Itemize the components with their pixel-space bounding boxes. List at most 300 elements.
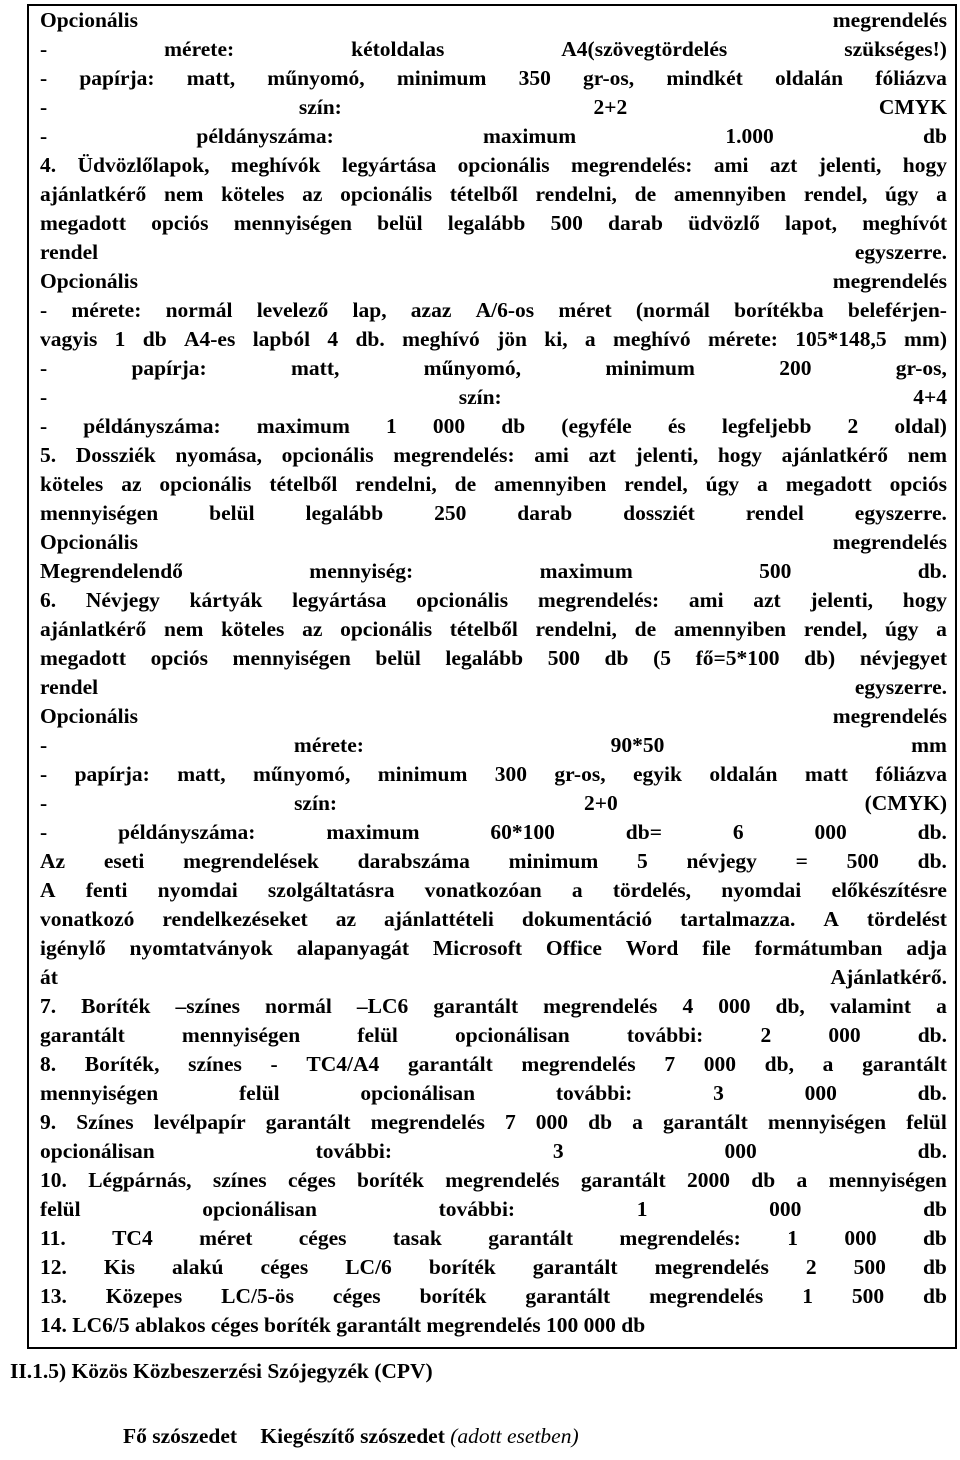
- word: mérete:: [293, 733, 364, 757]
- word: további:: [626, 1023, 704, 1047]
- word: a: [584, 327, 596, 351]
- word: szükséges!): [844, 37, 947, 61]
- word: garantált: [862, 1052, 947, 1076]
- word: az: [335, 907, 356, 931]
- word: 12.: [40, 1255, 67, 1279]
- word: 500: [759, 559, 792, 583]
- word: -: [40, 820, 48, 844]
- word: vonatkozóan: [424, 878, 542, 902]
- word: db: [922, 1226, 947, 1250]
- word: mennyiségen: [232, 646, 351, 670]
- word: 4: [327, 327, 339, 351]
- word: opcionálisan: [455, 1023, 570, 1047]
- word: legyártása: [292, 588, 387, 612]
- word: oldal): [894, 414, 947, 438]
- word: tételből: [269, 472, 338, 496]
- word: tételből: [449, 182, 518, 206]
- word: Színes: [76, 1110, 134, 1134]
- text-line: [40, 905, 947, 934]
- word: a: [796, 1168, 808, 1192]
- text-line: [40, 1050, 947, 1079]
- text-line: [40, 644, 947, 673]
- cpv-vocabulary-row: [123, 1422, 579, 1451]
- word: az: [121, 472, 142, 496]
- word: maximum: [256, 414, 350, 438]
- word: matt,: [177, 762, 226, 786]
- text-line: [40, 673, 947, 702]
- word: ami: [534, 443, 569, 467]
- word: műnyomó,: [253, 762, 351, 786]
- word: opcionális: [281, 443, 374, 467]
- word: LC/6: [345, 1255, 392, 1279]
- word: megrendelés: [426, 1313, 541, 1337]
- word: mennyiségen: [181, 1023, 301, 1047]
- text-line: [40, 470, 947, 499]
- word: levelező: [256, 298, 329, 322]
- word: garantált: [433, 994, 519, 1018]
- word: mennyiségen: [828, 1168, 947, 1192]
- word: db.: [917, 849, 947, 873]
- word: maximum: [483, 124, 577, 148]
- word: fóliázva: [875, 66, 947, 90]
- word: opcionálisan: [40, 1139, 155, 1163]
- word: az: [302, 182, 323, 206]
- supplementary-vocabulary-label: Kiegészítő szószedet: [260, 1424, 445, 1448]
- word: nem: [163, 617, 204, 641]
- word: 500: [853, 1255, 886, 1279]
- text-line: [40, 1224, 947, 1253]
- text-line: [40, 180, 947, 209]
- word: db.: [917, 1081, 947, 1105]
- word: 2: [805, 1255, 817, 1279]
- word: 000: [814, 820, 847, 844]
- word: A4(szövegtördelés: [561, 37, 728, 61]
- word: ablakos: [134, 1313, 206, 1337]
- word: opciós: [150, 646, 208, 670]
- word: 6.: [40, 588, 57, 612]
- word: amennyiben: [494, 472, 607, 496]
- text-line: [40, 499, 947, 528]
- word: belül: [377, 211, 423, 235]
- word: papírja:: [74, 762, 150, 786]
- word: 9.: [40, 1110, 57, 1134]
- word: nyomása,: [175, 443, 262, 467]
- word: db: [142, 327, 167, 351]
- word: Opcionális: [40, 704, 138, 728]
- word: alapanyagát: [296, 936, 410, 960]
- word: megrendelés: [445, 1168, 560, 1192]
- word: 200: [779, 356, 812, 380]
- word: db: [923, 1284, 947, 1308]
- word: Opcionális: [40, 530, 138, 554]
- word: -: [40, 356, 48, 380]
- word: köteles: [40, 472, 104, 496]
- word: Opcionális: [40, 269, 138, 293]
- word: azt: [753, 588, 781, 612]
- word: megrendelés: [832, 530, 947, 554]
- word: CMYK: [878, 95, 947, 119]
- word: beleférjen-: [847, 298, 947, 322]
- word: tördelés,: [612, 878, 692, 902]
- word: köteles: [221, 617, 285, 641]
- word: egyik: [632, 762, 682, 786]
- word: tasak: [392, 1226, 442, 1250]
- word: rendel,: [803, 617, 868, 641]
- word: további:: [315, 1139, 393, 1163]
- word: mennyiségen: [40, 1081, 159, 1105]
- word: Légpárnás,: [88, 1168, 192, 1192]
- word: névjegyet: [859, 646, 947, 670]
- word: normál: [165, 298, 233, 322]
- word: mennyiség:: [309, 559, 414, 583]
- text-line: [40, 847, 947, 876]
- word: db.: [355, 327, 385, 351]
- word: céges: [332, 1284, 381, 1308]
- word: mennyiségen: [767, 1110, 887, 1134]
- word: 000: [804, 1081, 837, 1105]
- word: garantált: [532, 1255, 618, 1279]
- text-line: [40, 412, 947, 441]
- word: garantált: [580, 1168, 666, 1192]
- word: lapból: [252, 327, 311, 351]
- word: példányszáma:: [118, 820, 256, 844]
- word: 7: [504, 1110, 516, 1134]
- word: –színes: [175, 994, 240, 1018]
- word: rendel: [745, 501, 804, 525]
- text-line: [40, 122, 947, 151]
- word: LC6/5: [72, 1313, 130, 1337]
- word: opciós: [151, 211, 209, 235]
- word: opcionális: [416, 588, 509, 612]
- word: műnyomó,: [267, 66, 365, 90]
- text-line: [40, 818, 947, 847]
- word: felül: [40, 1197, 81, 1221]
- word: 1: [787, 1226, 798, 1250]
- word: valamint: [829, 994, 912, 1018]
- word: matt,: [186, 66, 236, 90]
- word: jön: [497, 327, 527, 351]
- word: méret: [558, 298, 612, 322]
- word: mennyiségen: [233, 211, 352, 235]
- word: file: [702, 936, 731, 960]
- word: boríték: [357, 1168, 424, 1192]
- word: darab: [517, 501, 573, 525]
- word: (CMYK): [864, 791, 947, 815]
- word: előkészítésre: [831, 878, 947, 902]
- word: 5: [636, 849, 648, 873]
- word: de: [634, 182, 657, 206]
- text-line: [40, 1137, 947, 1166]
- word: Boríték,: [84, 1052, 160, 1076]
- word: 1.000: [725, 124, 774, 148]
- word: db): [804, 646, 836, 670]
- word: Boríték: [81, 994, 151, 1018]
- word: papírja:: [79, 66, 155, 90]
- word: TC4/A4: [306, 1052, 380, 1076]
- text-line: [40, 1166, 947, 1195]
- word: legyártása: [341, 153, 437, 177]
- word: megrendelés: [832, 704, 947, 728]
- word: köteles: [221, 182, 285, 206]
- text-line: [40, 731, 947, 760]
- word: szín:: [458, 385, 502, 409]
- text-line: [40, 325, 947, 354]
- word: A: [40, 878, 56, 902]
- word: opciós: [889, 472, 947, 496]
- text-line: [40, 64, 947, 93]
- word: Megrendelendő: [40, 559, 183, 583]
- word: Word: [625, 936, 679, 960]
- text-line: [40, 876, 947, 905]
- word: úgy: [705, 472, 740, 496]
- word: opcionálisan: [202, 1197, 317, 1221]
- word: 2: [760, 1023, 772, 1047]
- word: minimum: [605, 356, 695, 380]
- word: 4.: [40, 153, 57, 177]
- word: -: [40, 95, 48, 119]
- cpv-section-title: II.1.5) Közös Közbeszerzési Szójegyzék (CPV): [10, 1359, 433, 1383]
- word: kétoldalas: [351, 37, 445, 61]
- word: rendelni,: [535, 617, 617, 641]
- word: megrendelés: [370, 1110, 485, 1134]
- word: db: [501, 414, 526, 438]
- word: tördelést: [866, 907, 947, 931]
- word: a: [571, 878, 583, 902]
- text-line: [40, 615, 947, 644]
- word: 3: [713, 1081, 724, 1105]
- word: Üdvözlőlapok,: [77, 153, 210, 177]
- word: megrendelés: [521, 1052, 636, 1076]
- word: garantált: [525, 1284, 611, 1308]
- word: -: [40, 66, 48, 90]
- word: nyomdai: [157, 878, 238, 902]
- text-line: [40, 93, 947, 122]
- word: felül: [239, 1081, 280, 1105]
- text-line: [40, 789, 947, 818]
- word: garantált: [407, 1052, 493, 1076]
- word: 350: [518, 66, 551, 90]
- word: megrendelés: [832, 8, 947, 32]
- word: vagyis: [40, 327, 98, 351]
- document-body: [40, 6, 947, 1340]
- word: 100: [546, 1313, 579, 1337]
- word: át: [40, 965, 58, 989]
- word: 2000: [686, 1168, 730, 1192]
- word: megrendelés: [832, 269, 947, 293]
- word: 500: [550, 211, 583, 235]
- word: céges: [210, 1313, 259, 1337]
- word: hogy: [902, 153, 947, 177]
- text-line: [40, 760, 947, 789]
- word: úgy: [885, 182, 919, 206]
- word: 000: [583, 1313, 616, 1337]
- text-line: [40, 557, 947, 586]
- text-line: [40, 151, 947, 180]
- word: 1: [802, 1284, 813, 1308]
- word: mm: [911, 733, 947, 757]
- word: opcionális: [159, 472, 252, 496]
- word: meghívót: [862, 211, 947, 235]
- word: rendel,: [624, 472, 688, 496]
- word: 000: [535, 1110, 569, 1134]
- word: 6: [732, 820, 744, 844]
- word: céges: [298, 1226, 347, 1250]
- word: szín:: [294, 791, 338, 815]
- word: 000: [703, 1052, 736, 1076]
- word: nem: [907, 443, 947, 467]
- word: mennyiségen: [40, 501, 159, 525]
- word: opcionálisan: [360, 1081, 476, 1105]
- word: db,: [764, 1052, 794, 1076]
- word: 14.: [40, 1313, 67, 1337]
- word: céges: [260, 1255, 309, 1279]
- word: oldalán: [774, 66, 844, 90]
- word: adja: [906, 936, 947, 960]
- word: Office: [545, 936, 602, 960]
- main-vocabulary-label: Fő szószedet: [123, 1424, 238, 1448]
- word: eseti: [103, 849, 145, 873]
- word: példányszáma:: [83, 414, 221, 438]
- word: darab: [608, 211, 663, 235]
- word: rendelkezéseket: [162, 907, 308, 931]
- word: -: [40, 298, 48, 322]
- word: minimum: [396, 66, 487, 90]
- word: ami: [713, 153, 749, 177]
- word: ki,: [544, 327, 568, 351]
- word: rendelni,: [355, 472, 437, 496]
- word: db.: [917, 820, 947, 844]
- text-line: [40, 441, 947, 470]
- text-line: [40, 35, 947, 64]
- word: garantált: [40, 1023, 125, 1047]
- word: formátumban: [754, 936, 883, 960]
- word: 000: [844, 1226, 877, 1250]
- word: műnyomó,: [423, 356, 522, 380]
- word: a: [822, 1052, 834, 1076]
- word: -: [40, 385, 48, 409]
- word: ajánlatkérő: [781, 443, 888, 467]
- word: rendel,: [803, 182, 868, 206]
- word: borítékba: [734, 298, 824, 322]
- text-line: [40, 296, 947, 325]
- word: –LC6: [356, 994, 409, 1018]
- word: rendelni,: [535, 182, 617, 206]
- word: nem: [163, 182, 204, 206]
- word: mérete:: [71, 298, 142, 322]
- word: üdvözlő: [688, 211, 760, 235]
- word: nyomtatványok: [129, 936, 273, 960]
- text-line: [40, 354, 947, 383]
- word: 3: [552, 1139, 564, 1163]
- word: mérete:: [164, 37, 235, 61]
- text-line: [40, 963, 947, 992]
- word: amennyiben: [673, 617, 787, 641]
- word: matt,: [291, 356, 340, 380]
- word: 2+2: [593, 95, 628, 119]
- word: db: [604, 646, 629, 670]
- word: maximum: [326, 820, 420, 844]
- word: úgy: [885, 617, 919, 641]
- word: 000: [828, 1023, 861, 1047]
- word: hogy: [902, 588, 947, 612]
- word: mérete:: [707, 327, 778, 351]
- word: 7: [664, 1052, 676, 1076]
- word: rendel: [40, 675, 99, 699]
- word: a: [936, 994, 947, 1018]
- word: dokumentáció: [521, 907, 653, 931]
- word: és: [667, 414, 686, 438]
- word: opcionális: [340, 617, 433, 641]
- word: megrendelés:: [393, 443, 515, 467]
- word: megadott: [785, 472, 872, 496]
- word: legalább: [305, 501, 384, 525]
- word: 10.: [40, 1168, 67, 1192]
- word: megrendelés:: [571, 153, 693, 177]
- word: azt: [769, 153, 798, 177]
- text-line: [40, 267, 947, 296]
- word: megrendelés:: [537, 588, 660, 612]
- word: de: [634, 617, 657, 641]
- word: db.: [917, 1139, 947, 1163]
- word: oldalán: [709, 762, 778, 786]
- word: megrendelés:: [619, 1226, 741, 1250]
- word: jelenti,: [635, 443, 699, 467]
- word: normál: [265, 994, 332, 1018]
- word: 500: [547, 646, 580, 670]
- word: db: [923, 124, 947, 148]
- word: db: [751, 1168, 776, 1192]
- word: db: [922, 1255, 947, 1279]
- word: dossziét: [623, 501, 695, 525]
- supplementary-vocabulary-note: (adott esetben): [450, 1424, 579, 1448]
- word: db: [923, 1197, 947, 1221]
- word: -: [40, 414, 48, 438]
- word: céges: [287, 1168, 336, 1192]
- word: 11.: [40, 1226, 66, 1250]
- word: (5: [653, 646, 671, 670]
- word: matt: [804, 762, 848, 786]
- word: darabszáma: [357, 849, 470, 873]
- word: legfeljebb: [721, 414, 812, 438]
- word: db=: [625, 820, 662, 844]
- word: boríték: [419, 1284, 487, 1308]
- word: gr-os,: [583, 66, 635, 90]
- word: az: [302, 617, 323, 641]
- text-line: [40, 383, 947, 412]
- word: lap,: [352, 298, 387, 322]
- word: meghívó: [612, 327, 691, 351]
- word: ami: [688, 588, 724, 612]
- word: levélpapír: [153, 1110, 246, 1134]
- word: db.: [917, 559, 947, 583]
- word: színes: [188, 1052, 242, 1076]
- word: Közepes: [105, 1284, 183, 1308]
- text-line: [40, 1311, 947, 1340]
- word: 500: [851, 1284, 885, 1308]
- word: garantált: [265, 1110, 351, 1134]
- word: ajánlatkérő: [40, 182, 147, 206]
- word: legalább: [447, 211, 526, 235]
- word: 2: [847, 414, 859, 438]
- word: szín:: [298, 95, 342, 119]
- word: szolgáltatásra: [267, 878, 395, 902]
- word: belül: [209, 501, 255, 525]
- word: megrendelés: [649, 1284, 764, 1308]
- word: megrendelés: [654, 1255, 769, 1279]
- text-line: [40, 209, 947, 238]
- word: 1: [636, 1197, 648, 1221]
- word: 250: [434, 501, 467, 525]
